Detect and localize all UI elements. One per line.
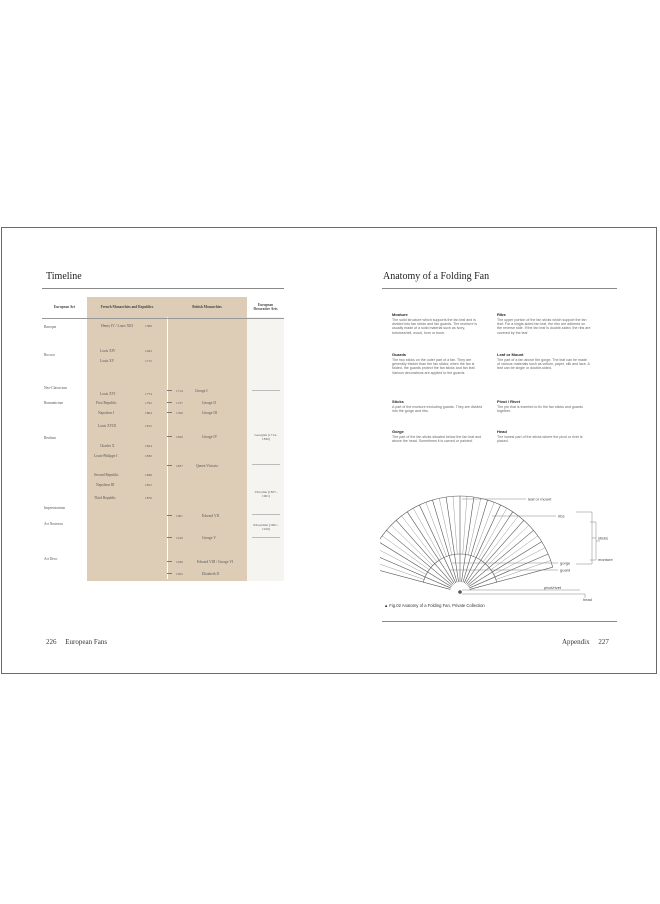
british-year: 1837 [176, 464, 183, 468]
header-british: British Monarchies [192, 304, 222, 309]
british-monarch: Queen Victoria [196, 464, 218, 468]
british-tick [167, 537, 172, 538]
label-guard: guard [560, 567, 571, 573]
fan-fold [439, 498, 452, 555]
entry-body: The upper portion of the fan sticks which support the fan leaf. For a single-sided fan leaf, the ribs are adhered on the reverse side. If the fan leaf is double-sided, the ribs are covered by the leaf. [497, 318, 591, 335]
british-year: 1727 [176, 401, 183, 405]
entry-title: Guards [392, 352, 407, 357]
entry-pivot [497, 399, 591, 413]
caption-rule [382, 621, 617, 622]
art-period: Neo-Classicism [44, 386, 67, 390]
entry-monture [392, 312, 486, 335]
entry-gorge [392, 429, 486, 443]
french-monarch: Louis XVI [100, 392, 116, 396]
entry-title: Leaf or Mount [497, 352, 524, 357]
french-monarch: First Republic [96, 401, 117, 405]
art-period: Romanticism [44, 401, 64, 405]
fan-fold [491, 536, 538, 570]
decorative-period: Edwardian (1901–1910) [252, 514, 280, 538]
label-sticks: sticks [598, 535, 608, 541]
fan-stick [469, 554, 548, 588]
entry-body: The two sticks on the outer part of a fan. They are generally thicker than the fan sticks; when the fan is folded, the guards protect the fan sticks and fan leaf. Various decorations are applied to the guards. [392, 358, 476, 375]
entry-body: The part of a fan above the gorge. The leaf can be made of various materials such as vellum, paper, silk and lace. A leaf can be single or double-sided. [497, 358, 590, 371]
header-european-art: European Art [53, 304, 76, 309]
british-tick [167, 515, 172, 516]
french-year: 1643 [145, 349, 152, 353]
entry-title: Head [497, 429, 507, 434]
french-year: 1824 [145, 444, 152, 448]
british-year: 1952 [176, 572, 183, 576]
fan-fold [483, 516, 518, 562]
british-monarch: George V [202, 536, 216, 540]
british-year: 1760 [176, 411, 183, 415]
british-monarch: Edward VIII / George VI [197, 560, 234, 564]
entry-head [497, 429, 591, 443]
british-tick [167, 412, 172, 413]
fan-structure [380, 496, 553, 594]
label-gorge: gorge [560, 560, 571, 566]
french-monarch: Napoleon I [98, 411, 115, 415]
french-year: 1815 [145, 424, 152, 428]
timeline-title: Timeline [46, 271, 82, 282]
entry-guards [392, 352, 486, 375]
fan-fold [474, 502, 495, 556]
british-tick [167, 390, 172, 391]
french-year: 1804 [145, 411, 152, 415]
title-rule [42, 288, 284, 289]
french-monarch: Louis XVIII [98, 424, 116, 428]
fan-guard [380, 567, 450, 589]
entry-body: The solid structure which supports the fan leaf and is divided into fan sticks and fan guards. The monture is usually made of a solid material such as ivory, tortoiseshell, wood, horn or bone. [392, 318, 478, 335]
fan-fold [382, 536, 429, 570]
label-leaf: leaf or mount [528, 496, 552, 502]
fan-pivot [459, 591, 462, 594]
header-french: French Monarchies and Republics [100, 304, 154, 309]
label-head: head [583, 597, 592, 602]
art-period: Art Deco [44, 557, 58, 561]
entry-title: Pivot / Rivet [497, 399, 520, 404]
label-monture: monture [598, 557, 613, 562]
label-pivot: pivot/rivet [544, 585, 562, 590]
british-tick [167, 436, 172, 437]
french-monarch: Henry IV / Louis XIII [101, 324, 133, 328]
entry-ribs [497, 312, 591, 335]
british-tick [167, 573, 172, 574]
fan-stick [380, 554, 451, 588]
french-monarch: Louis-Philippe I [94, 454, 118, 458]
british-tick [167, 402, 172, 403]
header-rule [42, 318, 284, 319]
label-leaders [450, 496, 600, 598]
british-year: 1901 [176, 514, 183, 518]
british-monarch: George I [195, 389, 208, 393]
left-footer [46, 638, 107, 646]
french-year: 1589 [145, 324, 152, 328]
british-monarch: George IV [202, 435, 218, 439]
right-running-title: Appendix [562, 638, 590, 646]
band-separator [167, 317, 168, 579]
decorative-period: Victorian (1837–1901) [252, 464, 280, 514]
left-page-number: 226 [46, 638, 57, 646]
french-year: 1792 [145, 401, 152, 405]
header-decorative: European Decorative Arts [253, 302, 278, 311]
fan-fold [380, 548, 426, 575]
french-monarch: Charles X [100, 444, 115, 448]
fan-fold [402, 516, 437, 562]
british-monarch: Elizabeth II [202, 572, 219, 576]
figure-caption: ▲ Fig.02 Anatomy of a Folding Fan, Private Collection [384, 603, 485, 608]
fan-stick [461, 497, 473, 582]
french-monarch: Third Republic [94, 496, 116, 500]
french-monarch: Louis XV [100, 359, 115, 363]
british-year: 1910 [176, 536, 183, 540]
british-monarch: George III [202, 411, 217, 415]
art-period: Rococo [44, 353, 55, 357]
british-year: 1714 [176, 389, 183, 393]
entry-sticks [392, 399, 486, 413]
entry-title: Gorge [392, 429, 404, 434]
french-year: 1715 [145, 359, 152, 363]
fan-fold [468, 498, 481, 555]
art-period: Realism [44, 436, 56, 440]
french-monarch: Second Republic [94, 473, 119, 477]
british-monarch: Edward VII [202, 514, 219, 518]
french-year: 1852 [145, 483, 152, 487]
fan-fold [453, 496, 457, 554]
anatomy-title: Anatomy of a Folding Fan [383, 271, 490, 282]
art-period: Art Nouveau [44, 522, 63, 526]
fan-stick [446, 497, 458, 582]
label-ribs: ribs [558, 513, 565, 519]
french-monarch: Louis XIV [100, 349, 116, 353]
entry-title: Sticks [392, 399, 404, 404]
title-rule [382, 288, 617, 289]
decorative-period: Georgian (1714–1830) [252, 390, 280, 464]
timeline-table [42, 297, 284, 581]
french-year: 1870 [145, 496, 152, 500]
entry-body: A part of the monture excluding guards. They are divided into the gorge and ribs. [392, 405, 483, 414]
entry-body: The lowest part of the sticks where the pivot or rivet is placed. [497, 435, 583, 444]
french-year: 1848 [145, 473, 152, 477]
british-tick [167, 465, 172, 466]
right-footer [562, 638, 609, 646]
british-year: 1820 [176, 435, 183, 439]
book-spread [1, 227, 657, 674]
left-running-title: European Fans [65, 638, 108, 646]
entry-leaf [497, 352, 591, 371]
fan-fold [463, 496, 467, 554]
french-year: 1774 [145, 392, 152, 396]
entry-title: Ribs [497, 312, 506, 317]
right-page-number: 227 [598, 638, 609, 646]
fan-fold [426, 502, 447, 556]
art-period: Baroque [44, 325, 57, 329]
entry-body: The pin that is inserted to fix the fan sticks and guards together. [497, 405, 583, 414]
entry-title: Monture [392, 312, 408, 317]
french-monarch: Napoleon III [96, 483, 115, 487]
british-monarch: George II [202, 401, 216, 405]
entry-body: The part of the fan sticks situated below the fan leaf and above the head. Sometimes it is carved or painted. [392, 435, 482, 444]
british-year: 1936 [176, 560, 183, 564]
art-period: Impressionism [44, 506, 66, 510]
folding-fan-diagram [380, 490, 620, 602]
british-tick [167, 561, 172, 562]
french-year: 1830 [145, 454, 152, 458]
